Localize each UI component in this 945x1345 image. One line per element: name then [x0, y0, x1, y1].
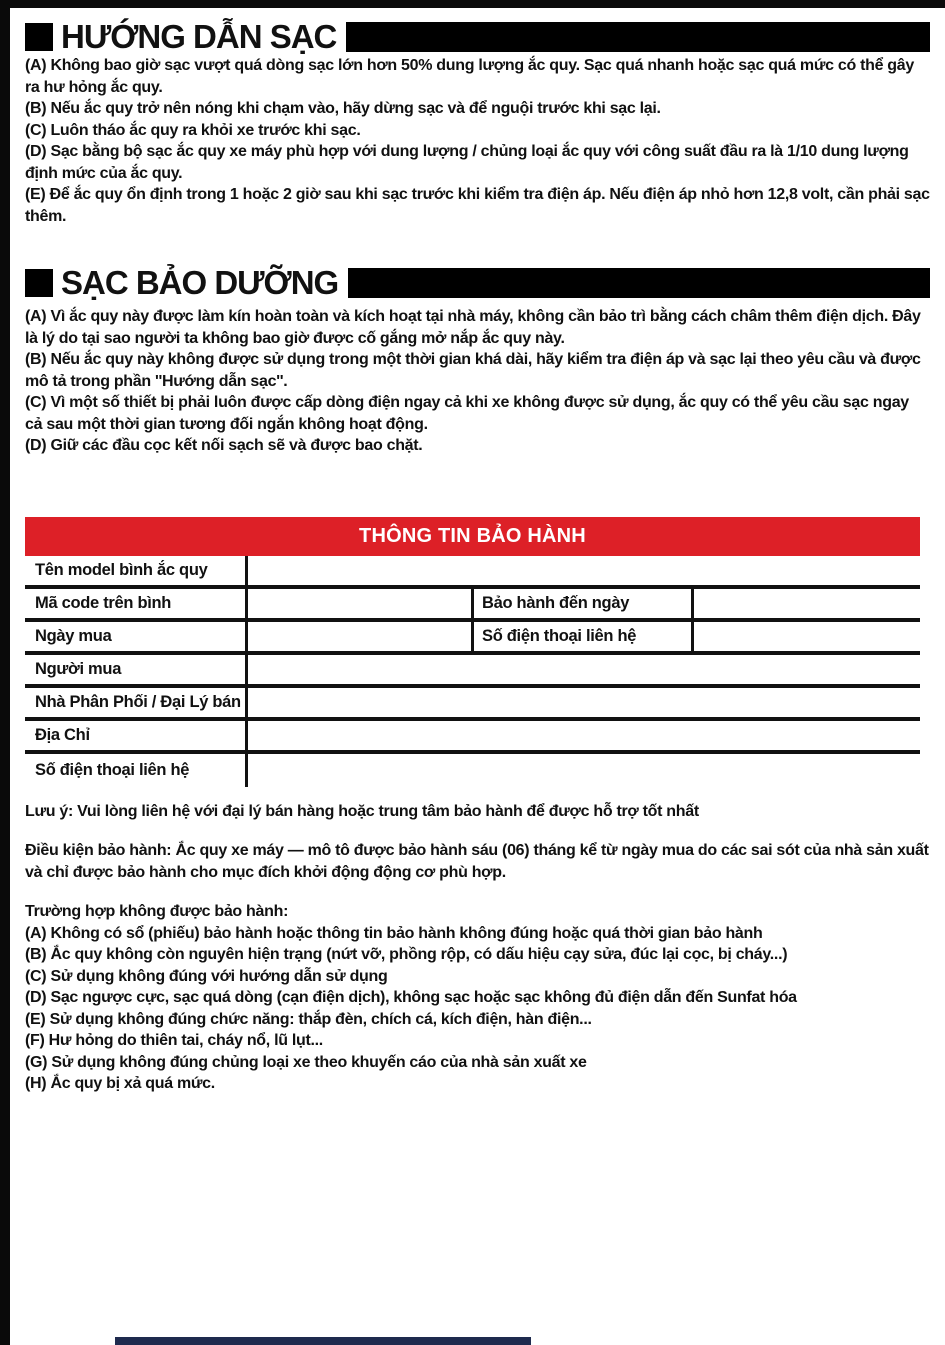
row-label-warranty-until: Bảo hành đến ngày	[474, 589, 694, 618]
row-label-phone: Số điện thoại liên hệ	[25, 754, 248, 787]
charging-item-d: (D) Sạc bằng bộ sạc ắc quy xe máy phù hợp với dung lượng / chủng loại ắc quy với công suất đầu ra là 1/10 dung lượng định mức của ắc quy.	[25, 143, 909, 182]
charging-item-b: (B) Nếu ắc quy trở nên nóng khi chạm vào, hãy dừng sạc và để nguội trước khi sạc lại.	[25, 100, 661, 117]
warranty-table-header: THÔNG TIN BẢO HÀNH	[25, 517, 920, 556]
warranty-table	[25, 517, 920, 787]
support-note: Lưu ý: Vui lòng liên hệ với đại lý bán hàng hoặc trung tâm bảo hành để được hỗ trợ tốt nhất	[25, 802, 699, 820]
maintenance-instructions-list	[25, 306, 930, 457]
row-value-code	[248, 589, 474, 618]
exclusion-item-d: (D) Sạc ngược cực, sạc quá dòng (cạn điện dịch), không sạc hoặc sạc không đủ điện dẫn đến Sunfat hóa	[25, 989, 797, 1006]
section-title-charging: HƯỚNG DẪN SẠC	[61, 18, 337, 55]
row-value-model	[248, 556, 920, 585]
maintenance-item-d: (D) Giữ các đầu cọc kết nối sạch sẽ và được bao chặt.	[25, 437, 423, 454]
charging-item-e: (E) Để ắc quy ổn định trong 1 hoặc 2 giờ sau khi sạc trước khi kiểm tra điện áp. Nếu điện áp nhỏ hơn 12,8 volt, cần phải sạc thêm.	[25, 186, 930, 225]
row-label-buyer: Người mua	[25, 655, 248, 684]
warranty-terms: Điều kiện bảo hành: Ắc quy xe máy — mô tô được bảo hành sáu (06) tháng kể từ ngày mua do các sai sót của nhà sản xuất và chỉ được bảo hành cho mục đích khởi động động cơ phù hợp.	[25, 842, 929, 881]
section-header-charging	[25, 18, 930, 55]
row-value-buyer	[248, 655, 920, 684]
title-square-marker	[25, 23, 53, 51]
table-row-code	[25, 589, 920, 622]
row-value-distributor	[248, 688, 920, 717]
table-row-buyer	[25, 655, 920, 688]
title-square-marker	[25, 269, 53, 297]
row-value-address	[248, 721, 920, 750]
exclusion-item-f: (F) Hư hỏng do thiên tai, cháy nổ, lũ lụt...	[25, 1032, 323, 1049]
maintenance-item-a: (A) Vì ắc quy này được làm kín hoàn toàn và kích hoạt tại nhà máy, không cần bảo trì bằng cách châm thêm điện dịch. Đây là lý do tại sao người ta không bao giờ được cố gắng mở nắp ắc quy này.	[25, 308, 921, 347]
footer-navy-bar	[115, 1337, 531, 1345]
row-label-code: Mã code trên bình	[25, 589, 248, 618]
section-header-maintenance	[25, 264, 930, 301]
exclusion-item-e: (E) Sử dụng không đúng chức năng: thắp đèn, chích cá, kích điện, hàn điện...	[25, 1010, 592, 1028]
maintenance-item-b: (B) Nếu ắc quy này không được sử dụng trong một thời gian khá dài, hãy kiểm tra điện áp và sạc lại theo yêu cầu và được mô tả trong phần ''Hướng dẫn sạc''.	[25, 351, 921, 390]
table-row-model	[25, 556, 920, 589]
table-row-phone	[25, 754, 920, 787]
row-value-contact-phone	[694, 622, 920, 651]
row-label-model: Tên model bình ắc quy	[25, 556, 248, 585]
row-value-warranty-until	[694, 589, 920, 618]
page-content	[25, 8, 930, 1095]
row-value-purchase-date	[248, 622, 474, 651]
title-fill-bar	[346, 22, 930, 52]
exclusion-item-b: (B) Ắc quy không còn nguyên hiện trạng (nứt vỡ, phồng rộp, có dấu hiệu cạy sửa, đúc lại cọc, bị cháy...)	[25, 946, 788, 963]
exclusions-title: Trường hợp không được bảo hành:	[25, 903, 289, 920]
row-value-phone	[248, 754, 920, 787]
table-row-distributor	[25, 688, 920, 721]
exclusion-item-g: (G) Sử dụng không đúng chủng loại xe theo khuyến cáo của nhà sản xuất xe	[25, 1053, 587, 1071]
exclusion-item-c: (C) Sử dụng không đúng với hướng dẫn sử dụng	[25, 967, 388, 985]
row-label-distributor: Nhà Phân Phối / Đại Lý bán	[25, 688, 248, 717]
top-edge-bar	[0, 0, 945, 8]
row-label-address: Địa Chỉ	[25, 721, 248, 750]
exclusion-item-a: (A) Không có sổ (phiếu) bảo hành hoặc thông tin bảo hành không đúng hoặc quá thời gian bảo hành	[25, 924, 763, 942]
left-edge-bar	[0, 0, 10, 1345]
row-label-purchase-date: Ngày mua	[25, 622, 248, 651]
charging-instructions-list	[25, 55, 930, 227]
section-title-maintenance: SẠC BẢO DƯỠNG	[61, 264, 339, 301]
table-row-purchase-date	[25, 622, 920, 655]
exclusion-item-h: (H) Ắc quy bị xả quá mức.	[25, 1075, 215, 1092]
title-fill-bar	[348, 268, 930, 298]
row-label-contact-phone: Số điện thoại liên hệ	[474, 622, 694, 651]
charging-item-c: (C) Luôn tháo ắc quy ra khỏi xe trước khi sạc.	[25, 121, 361, 139]
table-row-address	[25, 721, 920, 754]
warranty-exclusions	[25, 901, 930, 1095]
maintenance-item-c: (C) Vì một số thiết bị phải luôn được cấp dòng điện ngay cả khi xe không được sử dụng, ắc quy có thể yêu cầu sạc ngay cả sau một thời gian tương đối ngắn không hoạt động.	[25, 394, 909, 433]
charging-item-a: (A) Không bao giờ sạc vượt quá dòng sạc lớn hơn 50% dung lượng ắc quy. Sạc quá nhanh hoặc sạc quá mức có thể gây ra hư hỏng ắc quy.	[25, 57, 914, 96]
